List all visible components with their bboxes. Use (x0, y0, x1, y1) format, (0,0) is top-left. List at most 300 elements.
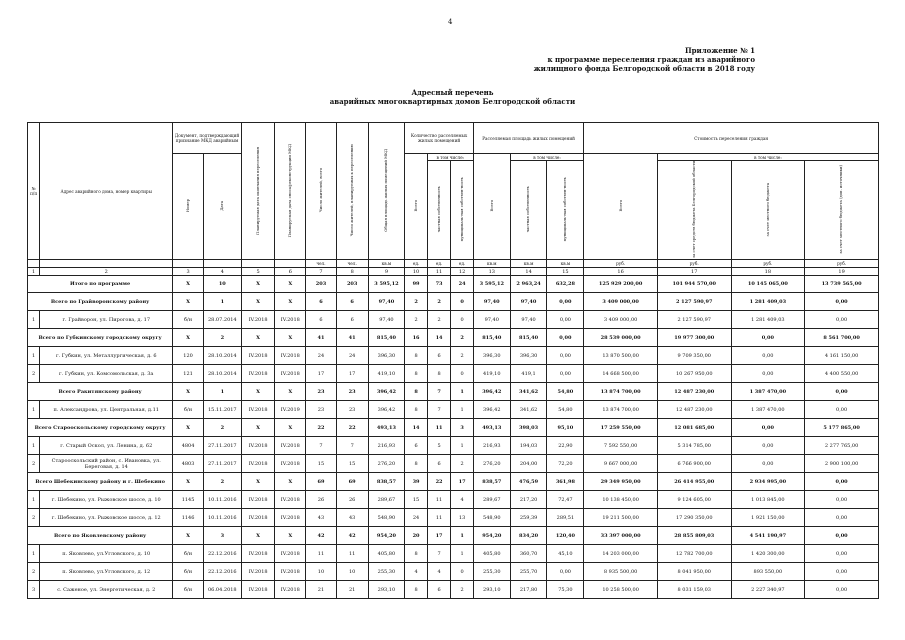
unit-sqm: кв.м (368, 260, 405, 268)
cell-c8: 10 (336, 563, 368, 581)
cell-c8: 23 (336, 383, 368, 401)
cell-c5: IV.2018 (241, 509, 275, 527)
cell-c16: 28 539 000,00 (584, 329, 658, 347)
cell-c18: 893 550,00 (731, 563, 805, 581)
row-number: 1 (28, 437, 40, 455)
header-residents: Число жителей, всего (306, 123, 337, 260)
cell-c3: 4803 (173, 455, 204, 473)
cell-c7: 21 (306, 581, 337, 599)
column-number: 6 (275, 268, 306, 276)
cell-c15: 45,10 (547, 545, 584, 563)
cell-c15: 0,00 (547, 563, 584, 581)
cell-c3: X (173, 419, 204, 437)
header-count-rooms: Количество расселяемых жилых помещений (405, 123, 474, 154)
cell-c16: 33 397 000,00 (584, 527, 658, 545)
cell-c8: 7 (336, 437, 368, 455)
cell-c13: 3 595,12 (473, 276, 510, 293)
cell-c7: 43 (306, 509, 337, 527)
cell-c8: 69 (336, 473, 368, 491)
cell-c17: 19 977 300,00 (657, 329, 731, 347)
address-cell: г. Губкин, ул. Комсомольская, д. 3а (40, 365, 173, 383)
header-address: Адрес аварийного дома, номер квартиры (40, 123, 173, 260)
address-cell: г. Шебекино, ул. Рыжовское шоссе, д. 10 (40, 491, 173, 509)
cell-c6: IV.2018 (275, 563, 306, 581)
cell-c14: 2 963,24 (510, 276, 547, 293)
row-number: 2 (28, 563, 40, 581)
cell-c3: 4804 (173, 437, 204, 455)
cell-c5: X (241, 473, 275, 491)
column-number: 5 (241, 268, 275, 276)
row-number: 1 (28, 311, 40, 329)
cell-c8: 24 (336, 347, 368, 365)
column-number: 4 (203, 268, 241, 276)
cell-c9: 97,40 (368, 293, 405, 311)
cell-c6: X (275, 473, 306, 491)
cell-c11: 17 (427, 527, 451, 545)
cell-c8: 17 (336, 365, 368, 383)
cell-c18: 1 420 300,00 (731, 545, 805, 563)
cell-c10: 14 (405, 419, 427, 437)
group-total-row (28, 293, 879, 311)
appendix-line-3: жилищного фонда Белгородской области в 2018 году (533, 64, 755, 73)
cell-c11: 4 (427, 563, 451, 581)
cell-c14: 419,1 (510, 365, 547, 383)
header-cost-extra: за счет местного бюджета (доп. источники) (805, 161, 879, 260)
cell-c19: 0,00 (805, 545, 879, 563)
cell-c15: 54,80 (547, 383, 584, 401)
cell-c18: 0,00 (731, 329, 805, 347)
cell-c19: 0,00 (805, 311, 879, 329)
cell-c7: 203 (306, 276, 337, 293)
cell-c16: 29 349 950,00 (584, 473, 658, 491)
address-cell: Старооскольский район, с. Ивановка, ул. Береговая, д. 14 (40, 455, 173, 473)
table-body (28, 276, 879, 599)
header-num: № п/п (28, 123, 40, 260)
cell-c17: 17 290 350,00 (657, 509, 731, 527)
cell-c16: 13 874 700,00 (584, 383, 658, 401)
cell-c14: 97,40 (510, 311, 547, 329)
cell-c13: 216,93 (473, 437, 510, 455)
cell-c11: 11 (427, 509, 451, 527)
unit-people: чел. (306, 260, 337, 268)
cell-c13: 293,10 (473, 581, 510, 599)
cell-c13: 815,40 (473, 329, 510, 347)
cell-c14: 259,39 (510, 509, 547, 527)
column-number: 18 (731, 268, 805, 276)
table-row (28, 401, 879, 419)
cell-c13: 396,30 (473, 347, 510, 365)
cell-c18: 2 227 340,97 (731, 581, 805, 599)
cell-c10: 8 (405, 365, 427, 383)
cell-c14: 341,62 (510, 383, 547, 401)
cell-c7: 7 (306, 437, 337, 455)
address-cell: г. Старый Оскол, ул. Ленина, д. 62 (40, 437, 173, 455)
cell-c19: 0,00 (805, 401, 879, 419)
unit-rub: руб. (657, 260, 731, 268)
cell-c5: X (241, 527, 275, 545)
column-number: 19 (805, 268, 879, 276)
cell-c7: 24 (306, 347, 337, 365)
cell-c15: 72,47 (547, 491, 584, 509)
cell-c4: 1 (203, 293, 241, 311)
cell-c3: б/н (173, 545, 204, 563)
cell-c3: 120 (173, 347, 204, 365)
cell-c13: 838,57 (473, 473, 510, 491)
cell-c6: X (275, 329, 306, 347)
cell-c11: 22 (427, 473, 451, 491)
cell-c3: 1146 (173, 509, 204, 527)
column-number: 7 (306, 268, 337, 276)
cell-c16: 10 138 450,00 (584, 491, 658, 509)
cell-c16: 14 203 000,00 (584, 545, 658, 563)
cell-c13: 276,20 (473, 455, 510, 473)
cell-c14: 97,40 (510, 293, 547, 311)
cell-c16: 3 409 000,00 (584, 311, 658, 329)
cell-c18: 0,00 (731, 419, 805, 437)
cell-c11: 6 (427, 455, 451, 473)
cell-c7: 15 (306, 455, 337, 473)
header-rooms-municipal: муниципаль-ная собствен-ность (451, 161, 474, 260)
cell-c15: 0,00 (547, 311, 584, 329)
unit-ed: ед. (427, 260, 451, 268)
cell-c19: 13 739 565,00 (805, 276, 879, 293)
cell-c18: 1 281 409,03 (731, 311, 805, 329)
cell-c17: 12 782 700,00 (657, 545, 731, 563)
cell-c19: 0,00 (805, 581, 879, 599)
cell-c16: 3 409 000,00 (584, 293, 658, 311)
cell-c17: 8 041 950,00 (657, 563, 731, 581)
cell-c5: X (241, 419, 275, 437)
column-number: 11 (427, 268, 451, 276)
table-row (28, 365, 879, 383)
row-number: 1 (28, 491, 40, 509)
document-title (0, 88, 905, 106)
cell-c4: 3 (203, 527, 241, 545)
cell-c16: 17 259 550,00 (584, 419, 658, 437)
header-residents-plan: Число жителей, планируемых к переселению (336, 123, 368, 260)
header-area-municipal: муниципаль-ная собствен-ность (547, 161, 584, 260)
cell-c13: 255,30 (473, 563, 510, 581)
cell-c6: X (275, 419, 306, 437)
header-cost-incl: в том числе: (657, 154, 878, 161)
cell-c17: 12 487 230,00 (657, 401, 731, 419)
cell-c19: 2 277 765,00 (805, 437, 879, 455)
cell-c4: 1 (203, 383, 241, 401)
cell-c11: 6 (427, 581, 451, 599)
cell-c5: IV.2018 (241, 581, 275, 599)
cell-c15: 0,00 (547, 329, 584, 347)
cell-c10: 99 (405, 276, 427, 293)
header-plan-end: Планируемая дата окончания переселения (241, 123, 275, 260)
column-number: 14 (510, 268, 547, 276)
cell-c18: 10 145 065,00 (731, 276, 805, 293)
total-row (28, 276, 879, 293)
cell-c13: 493,13 (473, 419, 510, 437)
cell-c5: IV.2018 (241, 437, 275, 455)
cell-c8: 6 (336, 293, 368, 311)
cell-c8: 6 (336, 311, 368, 329)
cell-c5: X (241, 276, 275, 293)
title-line-2: аварийных многоквартирных домов Белгородской области (329, 97, 576, 106)
cell-c13: 396,42 (473, 401, 510, 419)
cell-c19: 0,00 (805, 563, 879, 581)
cell-c19: 0,00 (805, 293, 879, 311)
cell-c6: IV.2018 (275, 491, 306, 509)
unit-people: чел. (336, 260, 368, 268)
cell-c4: 27.11.2017 (203, 437, 241, 455)
cell-c12: 13 (451, 509, 474, 527)
cell-c10: 15 (405, 491, 427, 509)
cell-c17: 5 314 785,00 (657, 437, 731, 455)
cell-c10: 6 (405, 437, 427, 455)
cell-c4: 28.10.2014 (203, 365, 241, 383)
cell-c9: 548,90 (368, 509, 405, 527)
cell-c8: 203 (336, 276, 368, 293)
cell-c7: 10 (306, 563, 337, 581)
cell-c5: X (241, 293, 275, 311)
header-area-total: Общая площадь жилых помещений МКД (368, 123, 405, 260)
header-cost-local: за счет местного бюджета (731, 161, 805, 260)
cell-c9: 396,42 (368, 401, 405, 419)
header-resettled-area: Расселяемая площадь жилых помещений (473, 123, 583, 154)
group-total-row (28, 383, 879, 401)
group-total-row (28, 329, 879, 347)
unit-ed: ед. (451, 260, 474, 268)
address-cell: п. Яковлево, ул.Угловского, д. 10 (40, 545, 173, 563)
cell-c15: 72,20 (547, 455, 584, 473)
cell-c7: 11 (306, 545, 337, 563)
cell-c15: 289,51 (547, 509, 584, 527)
cell-c18: 0,00 (731, 347, 805, 365)
cell-c11: 11 (427, 491, 451, 509)
cell-c13: 396,42 (473, 383, 510, 401)
table-row (28, 563, 879, 581)
cell-c10: 16 (405, 329, 427, 347)
cell-c12: 3 (451, 419, 474, 437)
cell-c13: 405,80 (473, 545, 510, 563)
column-number: 15 (547, 268, 584, 276)
address-cell: г. Грайворон, ул. Пирогова, д. 17 (40, 311, 173, 329)
cell-c15: 0,00 (547, 293, 584, 311)
cell-c9: 293,10 (368, 581, 405, 599)
column-number: 17 (657, 268, 731, 276)
cell-c7: 6 (306, 293, 337, 311)
column-number: 3 (173, 268, 204, 276)
cell-c15: 95,10 (547, 419, 584, 437)
cell-c12: 1 (451, 527, 474, 545)
address-cell: г. Шебекино, ул. Рыжовское шоссе, д. 12 (40, 509, 173, 527)
row-number: 3 (28, 581, 40, 599)
cell-c7: 42 (306, 527, 337, 545)
register-table (27, 122, 879, 599)
cell-c16: 13 874 700,00 (584, 401, 658, 419)
cell-c8: 21 (336, 581, 368, 599)
unit-rub: руб. (731, 260, 805, 268)
group-label: Всего Старооскольскому городскому округу (28, 419, 173, 437)
cell-c11: 2 (427, 311, 451, 329)
cell-c4: 10.11.2016 (203, 491, 241, 509)
cell-c4: 22.12.2016 (203, 563, 241, 581)
cell-c3: б/н (173, 563, 204, 581)
cell-c3: б/н (173, 401, 204, 419)
table-row (28, 581, 879, 599)
cell-c12: 17 (451, 473, 474, 491)
cell-c5: X (241, 383, 275, 401)
cell-c19: 0,00 (805, 383, 879, 401)
cell-c10: 39 (405, 473, 427, 491)
unit-rub: руб. (584, 260, 658, 268)
appendix-line-2: к программе переселения граждан из аварийного (547, 55, 755, 64)
cell-c5: IV.2018 (241, 491, 275, 509)
cell-c7: 26 (306, 491, 337, 509)
cell-c7: 6 (306, 311, 337, 329)
cell-c8: 43 (336, 509, 368, 527)
cell-c7: 17 (306, 365, 337, 383)
cell-c5: IV.2018 (241, 455, 275, 473)
column-number: 10 (405, 268, 427, 276)
cell-c13: 954,20 (473, 527, 510, 545)
cell-c15: 632,28 (547, 276, 584, 293)
cell-c16: 9 667 000,00 (584, 455, 658, 473)
cell-c12: 1 (451, 545, 474, 563)
cell-c14: 476,59 (510, 473, 547, 491)
cell-c12: 0 (451, 293, 474, 311)
cell-c19: 0,00 (805, 473, 879, 491)
cell-c17: 9 124 605,00 (657, 491, 731, 509)
header-cost: Стоимость переселения граждан (584, 123, 879, 154)
cell-c8: 11 (336, 545, 368, 563)
column-number: 16 (584, 268, 658, 276)
header-rooms-total: Всего (405, 154, 427, 260)
header-cost-total: Всего (584, 154, 658, 260)
row-number: 1 (28, 545, 40, 563)
address-cell: с. Саженое, ул. Энергетическая, д. 2 (40, 581, 173, 599)
cell-c4: 28.07.2014 (203, 311, 241, 329)
cell-c9: 255,30 (368, 563, 405, 581)
cell-c11: 7 (427, 383, 451, 401)
header-area-sum: Всего (473, 154, 510, 260)
cell-c12: 2 (451, 455, 474, 473)
cell-c17: 12 081 685,00 (657, 419, 731, 437)
group-total-row (28, 419, 879, 437)
cell-c6: IV.2018 (275, 455, 306, 473)
cell-c9: 815,40 (368, 329, 405, 347)
cell-c10: 2 (405, 311, 427, 329)
header-doc-date: Дата (203, 154, 241, 260)
cell-c14: 255,70 (510, 563, 547, 581)
cell-c14: 834,20 (510, 527, 547, 545)
row-number: 1 (28, 347, 40, 365)
cell-c18: 4 541 190,97 (731, 527, 805, 545)
cell-c11: 2 (427, 293, 451, 311)
cell-c14: 217,80 (510, 581, 547, 599)
cell-c4: 15.11.2017 (203, 401, 241, 419)
cell-c6: IV.2018 (275, 347, 306, 365)
header-plan-demolish: Планируемая дата сноса/реконструкции МКД (275, 123, 306, 260)
cell-c15: 75,30 (547, 581, 584, 599)
cell-c4: 10 (203, 276, 241, 293)
cell-c12: 1 (451, 437, 474, 455)
cell-c6: X (275, 276, 306, 293)
cell-c6: IV.2018 (275, 545, 306, 563)
cell-c12: 0 (451, 563, 474, 581)
header-rooms-incl: в том числе: (427, 154, 473, 161)
cell-c6: IV.2018 (275, 311, 306, 329)
cell-c9: 3 595,12 (368, 276, 405, 293)
cell-c17: 12 487 230,00 (657, 383, 731, 401)
group-label: Всего Ракитянскому району (28, 383, 173, 401)
cell-c17: 6 766 900,00 (657, 455, 731, 473)
cell-c7: 69 (306, 473, 337, 491)
row-number: 1 (28, 401, 40, 419)
cell-c9: 216,93 (368, 437, 405, 455)
cell-c14: 396,30 (510, 347, 547, 365)
cell-c19: 4 161 150,00 (805, 347, 879, 365)
cell-c5: IV.2018 (241, 347, 275, 365)
cell-c7: 22 (306, 419, 337, 437)
cell-c3: X (173, 276, 204, 293)
cell-c9: 405,80 (368, 545, 405, 563)
cell-c15: 361,98 (547, 473, 584, 491)
group-label: Итого по программе (28, 276, 173, 293)
cell-c3: X (173, 473, 204, 491)
cell-c3: X (173, 383, 204, 401)
cell-c8: 41 (336, 329, 368, 347)
cell-c4: 2 (203, 419, 241, 437)
cell-c3: б/н (173, 311, 204, 329)
cell-c17: 28 855 809,03 (657, 527, 731, 545)
cell-c3: X (173, 329, 204, 347)
table-row (28, 437, 879, 455)
cell-c10: 4 (405, 563, 427, 581)
table-row (28, 455, 879, 473)
cell-c15: 0,00 (547, 347, 584, 365)
cell-c18: 1 281 409,03 (731, 293, 805, 311)
cell-c9: 97,40 (368, 311, 405, 329)
cell-c18: 1 921 150,00 (731, 509, 805, 527)
cell-c4: 10.11.2016 (203, 509, 241, 527)
address-cell: г. Губкин, ул. Металлургическая, д. 6 (40, 347, 173, 365)
cell-c6: IV.2018 (275, 437, 306, 455)
cell-c14: 398,03 (510, 419, 547, 437)
appendix-line-1: Приложение № 1 (685, 46, 755, 55)
cell-c15: 54,80 (547, 401, 584, 419)
cell-c13: 97,40 (473, 311, 510, 329)
cell-c8: 22 (336, 419, 368, 437)
cell-c12: 1 (451, 383, 474, 401)
group-total-row (28, 527, 879, 545)
cell-c16: 14 668 500,00 (584, 365, 658, 383)
cell-c18: 1 013 845,00 (731, 491, 805, 509)
cell-c17: 10 267 950,00 (657, 365, 731, 383)
cell-c17: 2 127 590,97 (657, 311, 731, 329)
group-label: Всего по Грайворонскому району (28, 293, 173, 311)
cell-c10: 20 (405, 527, 427, 545)
cell-c4: 06.04.2018 (203, 581, 241, 599)
cell-c12: 4 (451, 491, 474, 509)
table-row (28, 347, 879, 365)
cell-c16: 7 592 550,00 (584, 437, 658, 455)
cell-c13: 548,90 (473, 509, 510, 527)
group-label: Всего Шебекинскому району и г. Шебекино (28, 473, 173, 491)
cell-c3: X (173, 527, 204, 545)
cell-c11: 7 (427, 545, 451, 563)
cell-c6: IV.2019 (275, 401, 306, 419)
cell-c18: 1 387 470,00 (731, 383, 805, 401)
cell-c18: 0,00 (731, 365, 805, 383)
cell-c13: 97,40 (473, 293, 510, 311)
cell-c11: 11 (427, 419, 451, 437)
